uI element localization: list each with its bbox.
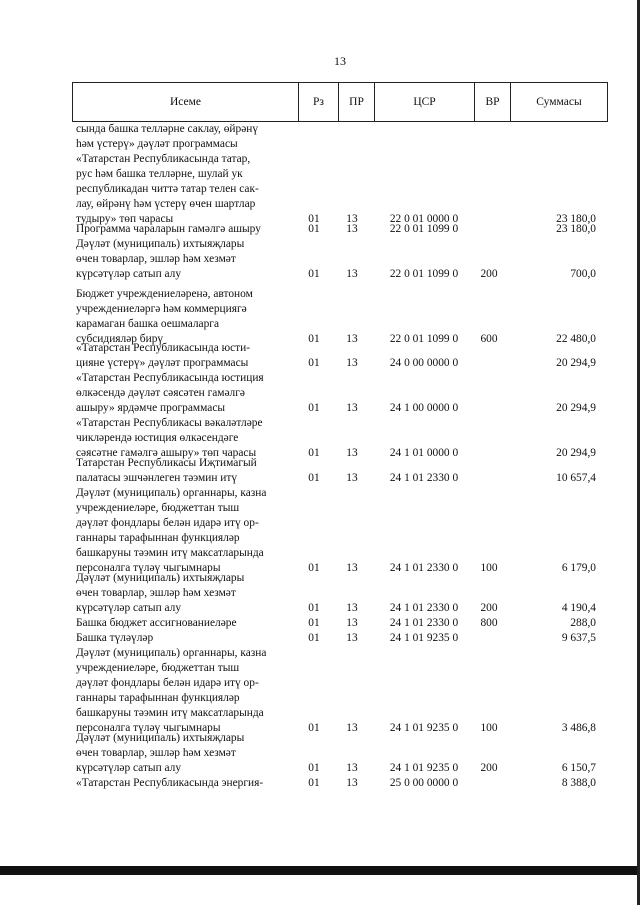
header-csr: ЦСР bbox=[374, 83, 474, 121]
row-rz: 01 bbox=[308, 777, 320, 789]
row-name bbox=[76, 152, 286, 227]
row-name bbox=[76, 237, 286, 282]
row-sum: 288,0 bbox=[570, 617, 596, 629]
row-csr: 25 0 00 0000 0 bbox=[389, 777, 459, 789]
row-name bbox=[76, 646, 286, 736]
row-csr: 22 0 01 1099 0 bbox=[389, 333, 459, 345]
row-csr: 24 1 01 2330 0 bbox=[389, 472, 459, 484]
row-rz: 01 bbox=[308, 762, 320, 774]
row-sum: 8 388,0 bbox=[561, 777, 596, 789]
row-name-line: «Татарстан Республикасында татар, bbox=[76, 153, 251, 165]
row-sum: 22 480,0 bbox=[556, 333, 596, 345]
row-pr: 13 bbox=[346, 472, 358, 484]
row-sum: 6 150,7 bbox=[561, 762, 596, 774]
row-csr: 24 1 01 2330 0 bbox=[389, 617, 459, 629]
row-name-line: өчен товарлар, эшләр һәм хезмәт bbox=[76, 587, 236, 599]
row-vr: 800 bbox=[480, 617, 498, 629]
row-rz: 01 bbox=[308, 602, 320, 614]
row-sum: 23 180,0 bbox=[556, 213, 596, 225]
row-pr: 13 bbox=[346, 617, 358, 629]
row-name-line: башкаруны тәэмин итү максатларында bbox=[76, 547, 264, 559]
row-pr: 13 bbox=[346, 357, 358, 369]
row-rz: 01 bbox=[308, 447, 320, 459]
scan-bottom-edge bbox=[0, 866, 640, 875]
row-name-line: күрсәтүләр сатып алу bbox=[76, 268, 182, 280]
row-pr: 13 bbox=[346, 402, 358, 414]
row-vr: 100 bbox=[480, 562, 498, 574]
row-csr: 22 0 01 1099 0 bbox=[389, 223, 459, 235]
row-sum: 23 180,0 bbox=[556, 223, 596, 235]
row-name-line: «Татарстан Республикасында юстиция bbox=[76, 372, 264, 384]
row-vr: 100 bbox=[480, 722, 498, 734]
row-name bbox=[76, 571, 286, 616]
table-header bbox=[72, 82, 608, 122]
row-name-line: Дәүләт (муниципаль) ихтыяҗлары bbox=[76, 238, 245, 250]
row-name-line: дәүләт фондлары белән идарә итү ор- bbox=[76, 677, 259, 689]
row-name-line: дәүләт фондлары белән идарә итү ор- bbox=[76, 517, 259, 529]
row-name bbox=[76, 631, 286, 646]
page-number: 13 bbox=[334, 54, 346, 68]
header-sum: Суммасы bbox=[510, 83, 607, 121]
row-rz: 01 bbox=[308, 402, 320, 414]
row-pr: 13 bbox=[346, 268, 358, 280]
row-sum: 20 294,9 bbox=[556, 447, 596, 459]
row-pr: 13 bbox=[346, 762, 358, 774]
row-rz: 01 bbox=[308, 223, 320, 235]
row-name-line: палатасы эшчәнлеген тәэмин итү bbox=[76, 472, 238, 484]
row-name-line: өчен товарлар, эшләр һәм хезмәт bbox=[76, 747, 236, 759]
row-csr: 22 0 01 1099 0 bbox=[389, 268, 459, 280]
row-name-line: учреждениеләре, бюджеттан тыш bbox=[76, 502, 240, 514]
row-name-line: республикадан читтә татар телен сак- bbox=[76, 183, 259, 195]
row-name-line: Башка түләүләр bbox=[76, 632, 154, 644]
row-name-line: субсидияләр бирү bbox=[76, 333, 164, 345]
row-csr: 24 1 01 2330 0 bbox=[389, 602, 459, 614]
row-csr: 24 1 01 9235 0 bbox=[389, 632, 459, 644]
row-name-line: Дәүләт (муниципаль) органнары, казна bbox=[76, 647, 267, 659]
row-name-line: Татарстан Республикасы Иҗтимагый bbox=[76, 457, 257, 469]
row-name-line: «Татарстан Республикасында юсти- bbox=[76, 342, 251, 354]
row-rz: 01 bbox=[308, 617, 320, 629]
row-csr: 24 0 00 0000 0 bbox=[389, 357, 459, 369]
row-name bbox=[76, 456, 286, 486]
row-rz: 01 bbox=[308, 472, 320, 484]
row-vr: 200 bbox=[480, 762, 498, 774]
row-name-line: һәм үстерү» дәүләт программасы bbox=[76, 138, 238, 150]
row-vr: 200 bbox=[480, 602, 498, 614]
row-name bbox=[76, 616, 286, 631]
row-name bbox=[76, 341, 286, 371]
row-name-line: «Татарстан Республикасы вәкаләтләре bbox=[76, 417, 263, 429]
row-name-line: рус һәм башка телләрне, шулай ук bbox=[76, 168, 243, 180]
row-sum: 700,0 bbox=[570, 268, 596, 280]
row-name-line: Дәүләт (муниципаль) органнары, казна bbox=[76, 487, 267, 499]
row-csr: 24 1 00 0000 0 bbox=[389, 402, 459, 414]
row-pr: 13 bbox=[346, 722, 358, 734]
row-sum: 3 486,8 bbox=[561, 722, 596, 734]
row-name-line: Башка бюджет ассигнованиеләре bbox=[76, 617, 237, 629]
row-pr: 13 bbox=[346, 223, 358, 235]
header-vr: ВР bbox=[474, 83, 510, 121]
row-name-line: тудыру» төп чарасы bbox=[76, 213, 174, 225]
row-name-line: ганнары тарафыннан функцияләр bbox=[76, 532, 240, 544]
row-name-line: чикләрендә юстиция өлкәсендәге bbox=[76, 432, 239, 444]
row-name bbox=[76, 122, 286, 152]
row-name bbox=[76, 731, 286, 776]
row-name bbox=[76, 222, 286, 237]
row-name-line: сәясәтне гамәлгә ашыру» төп чарасы bbox=[76, 447, 257, 459]
row-name-line: цияне үстерү» дәүләт программасы bbox=[76, 357, 249, 369]
row-sum: 6 179,0 bbox=[561, 562, 596, 574]
row-csr: 24 1 01 9235 0 bbox=[389, 762, 459, 774]
row-name bbox=[76, 776, 286, 791]
row-csr: 24 1 01 0000 0 bbox=[389, 447, 459, 459]
header-pr: ПР bbox=[338, 83, 374, 121]
row-pr: 13 bbox=[346, 447, 358, 459]
header-name: Исеме bbox=[169, 96, 202, 108]
row-rz: 01 bbox=[308, 722, 320, 734]
row-name-line: башкаруны тәэмин итү максатларында bbox=[76, 707, 264, 719]
row-vr: 200 bbox=[480, 268, 498, 280]
row-name-line: Дәүләт (муниципаль) ихтыяҗлары bbox=[76, 732, 245, 744]
row-pr: 13 bbox=[346, 213, 358, 225]
row-name-line: Программа чараларын гамәлгә ашыру bbox=[76, 223, 261, 235]
row-csr: 22 0 01 0000 0 bbox=[389, 213, 459, 225]
row-sum: 20 294,9 bbox=[556, 357, 596, 369]
row-name-line: күрсәтүләр сатып алу bbox=[76, 602, 182, 614]
row-name bbox=[76, 287, 286, 347]
row-pr: 13 bbox=[346, 777, 358, 789]
row-csr: 24 1 01 9235 0 bbox=[389, 722, 459, 734]
row-pr: 13 bbox=[346, 333, 358, 345]
row-name-line: өлкәсендә дәүләт сәясәтен гамәлгә bbox=[76, 387, 245, 399]
row-name bbox=[76, 371, 286, 416]
row-rz: 01 bbox=[308, 333, 320, 345]
row-sum: 20 294,9 bbox=[556, 402, 596, 414]
row-name bbox=[76, 486, 286, 576]
row-rz: 01 bbox=[308, 357, 320, 369]
row-rz: 01 bbox=[308, 213, 320, 225]
row-name-line: Бюджет учреждениеләренә, автоном bbox=[76, 288, 253, 300]
row-sum: 4 190,4 bbox=[561, 602, 596, 614]
row-name-line: сында башка телләрне саклау, өйрәнү bbox=[76, 123, 259, 135]
row-name-line: «Татарстан Республикасында энергия- bbox=[76, 777, 264, 789]
row-csr: 24 1 01 2330 0 bbox=[389, 562, 459, 574]
row-name-line: Дәүләт (муниципаль) ихтыяҗлары bbox=[76, 572, 245, 584]
row-rz: 01 bbox=[308, 268, 320, 280]
row-pr: 13 bbox=[346, 602, 358, 614]
header-rz: Рз bbox=[298, 83, 338, 121]
row-name-line: учреждениеләргә һәм коммерциягә bbox=[76, 303, 247, 315]
row-pr: 13 bbox=[346, 632, 358, 644]
row-sum: 9 637,5 bbox=[561, 632, 596, 644]
row-rz: 01 bbox=[308, 632, 320, 644]
row-rz: 01 bbox=[308, 562, 320, 574]
row-pr: 13 bbox=[346, 562, 358, 574]
row-name-line: күрсәтүләр сатып алу bbox=[76, 762, 182, 774]
row-name-line: ганнары тарафыннан функцияләр bbox=[76, 692, 240, 704]
row-name-line: ашыру» ярдәмче программасы bbox=[76, 402, 226, 414]
row-name-line: учреждениеләре, бюджеттан тыш bbox=[76, 662, 240, 674]
row-name-line: персоналга түләү чыгымнары bbox=[76, 722, 221, 734]
row-name-line: өчен товарлар, эшләр һәм хезмәт bbox=[76, 253, 236, 265]
row-sum: 10 657,4 bbox=[556, 472, 596, 484]
row-name-line: лау, өйрәнү һәм үстерү өчен шартлар bbox=[76, 198, 256, 210]
row-vr: 600 bbox=[480, 333, 498, 345]
row-name bbox=[76, 416, 286, 461]
row-name-line: персоналга түләү чыгымнары bbox=[76, 562, 221, 574]
row-name-line: карамаган башка оешмаларга bbox=[76, 318, 220, 330]
